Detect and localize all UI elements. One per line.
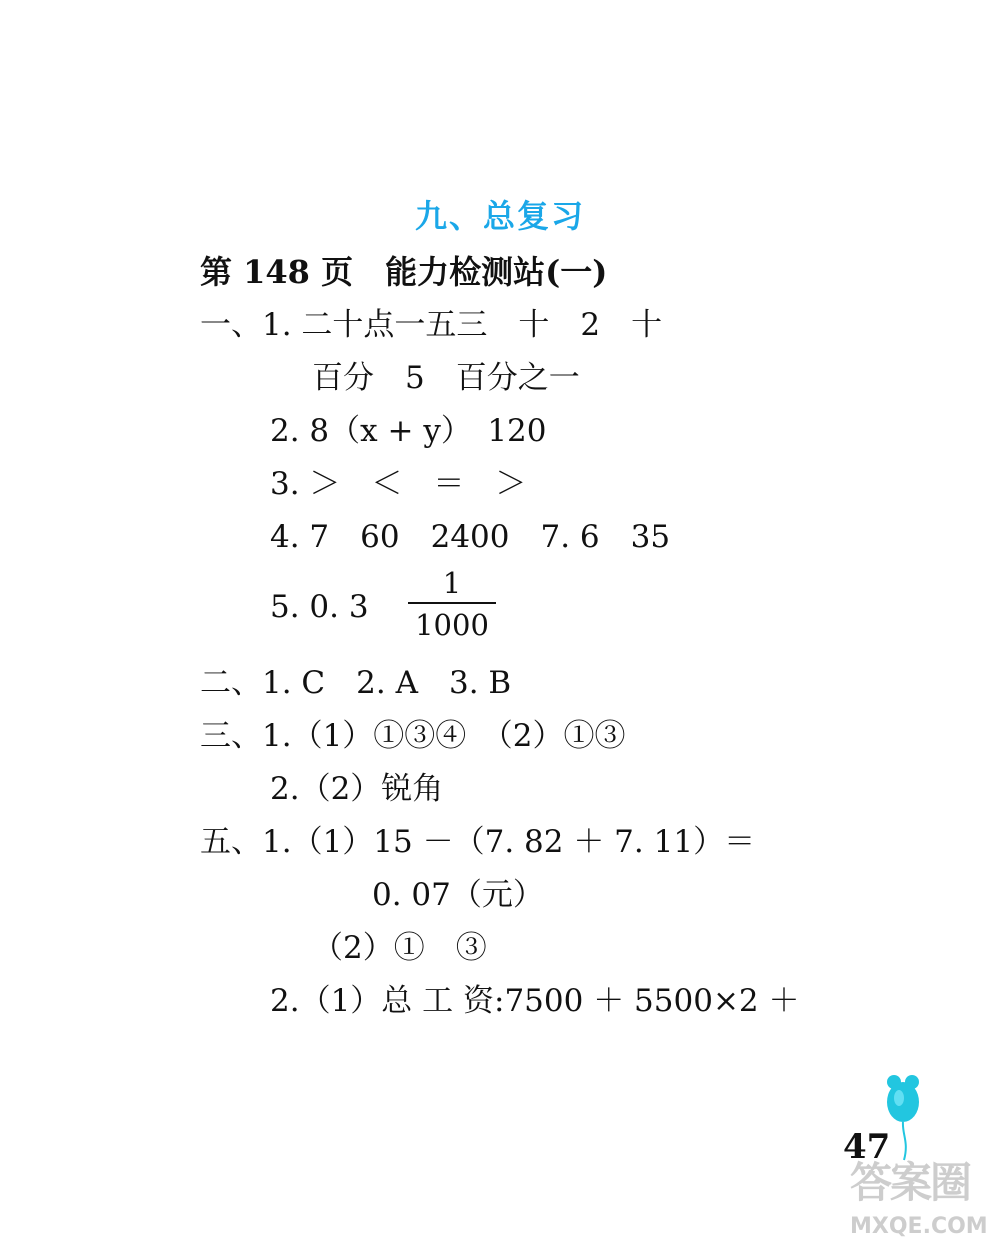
answer-line-13: 2.（1）总 工 资:7500 ＋ 5500×2 ＋ bbox=[270, 983, 800, 1019]
fraction-denominator: 1000 bbox=[415, 608, 489, 642]
answer-line-6: 5. 0. 3 bbox=[270, 589, 369, 625]
answer-line-10: 五、1.（1）15 －（7. 82 ＋ 7. 11）＝ bbox=[200, 824, 756, 860]
section-title: 九、总复习 bbox=[414, 197, 585, 235]
answer-line-7: 二、1. C 2. A 3. B bbox=[200, 665, 512, 701]
answer-line-9: 2.（2）锐角 bbox=[270, 771, 444, 807]
fraction-bar bbox=[408, 602, 496, 604]
answer-line-12: （2）① ③ bbox=[312, 930, 487, 966]
answer-line-1: 一、1. 二十点一五三 十 2 十 bbox=[200, 307, 663, 343]
answer-line-11: 0. 07（元） bbox=[372, 877, 544, 913]
watermark-logo: 答案圈 bbox=[850, 1158, 971, 1207]
answer-line-4: 3. ＞ ＜ ＝ ＞ bbox=[270, 466, 527, 502]
watermark-url: MXQE.COM bbox=[850, 1214, 988, 1239]
answer-line-5: 4. 7 60 2400 7. 6 35 bbox=[270, 519, 671, 555]
watermark bbox=[850, 1150, 988, 1239]
page-heading: 第 148 页 能力检测站(一) bbox=[200, 253, 608, 291]
fraction bbox=[408, 566, 496, 642]
page-number: 47 bbox=[843, 1127, 891, 1167]
fraction-numerator: 1 bbox=[442, 566, 462, 600]
answer-line-2: 百分 5 百分之一 bbox=[312, 360, 580, 396]
answer-line-3: 2. 8（x + y） 120 bbox=[270, 413, 547, 449]
answer-line-8: 三、1.（1）①③④ （2）①③ bbox=[200, 718, 626, 754]
